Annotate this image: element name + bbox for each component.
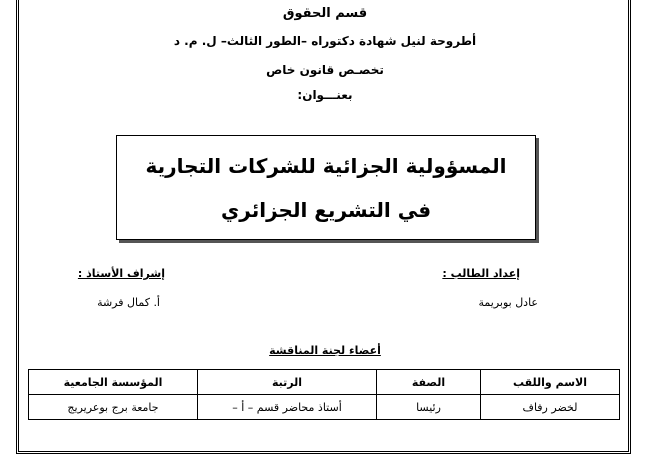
committee-table (28, 369, 620, 420)
column-header-rank: الرتبة (198, 370, 377, 395)
thesis-title-line2: في التشريع الجزائري (220, 197, 432, 222)
table-row (29, 395, 620, 420)
member-rank: أستاذ محاضر قسم – أ – (198, 395, 377, 420)
column-header-role: الصفة (377, 370, 481, 395)
thesis-title-line1: المسؤولية الجزائية للشركات التجارية (145, 153, 507, 178)
supervisor-name: أ. كمال فرشة (97, 296, 160, 309)
specialty-line: تخصـص قانون خاص (266, 63, 384, 77)
column-header-institution: المؤسسة الجامعية (29, 370, 198, 395)
student-name: عادل بوبريمة (478, 296, 538, 309)
committee-heading: أعضاء لجنة المناقشة (269, 344, 381, 357)
table-header-row (29, 370, 620, 395)
column-header-name: الاسم واللقب (481, 370, 620, 395)
title-intro: بعنـــوان: (297, 88, 353, 102)
member-institution: جامعة برج بوعريريج (29, 395, 198, 420)
student-label: إعداد الطالب : (442, 267, 520, 280)
member-role: رئيسا (377, 395, 481, 420)
member-name: لخضر رفاف (481, 395, 620, 420)
degree-line: أطروحة لنيل شهادة دكتوراه –الطور الثالث– ل. م. د (173, 34, 477, 48)
supervisor-label: إشراف الأستاذ : (77, 267, 165, 280)
thesis-title-box (116, 135, 536, 240)
department-name: قسم الحقوق (282, 6, 368, 21)
